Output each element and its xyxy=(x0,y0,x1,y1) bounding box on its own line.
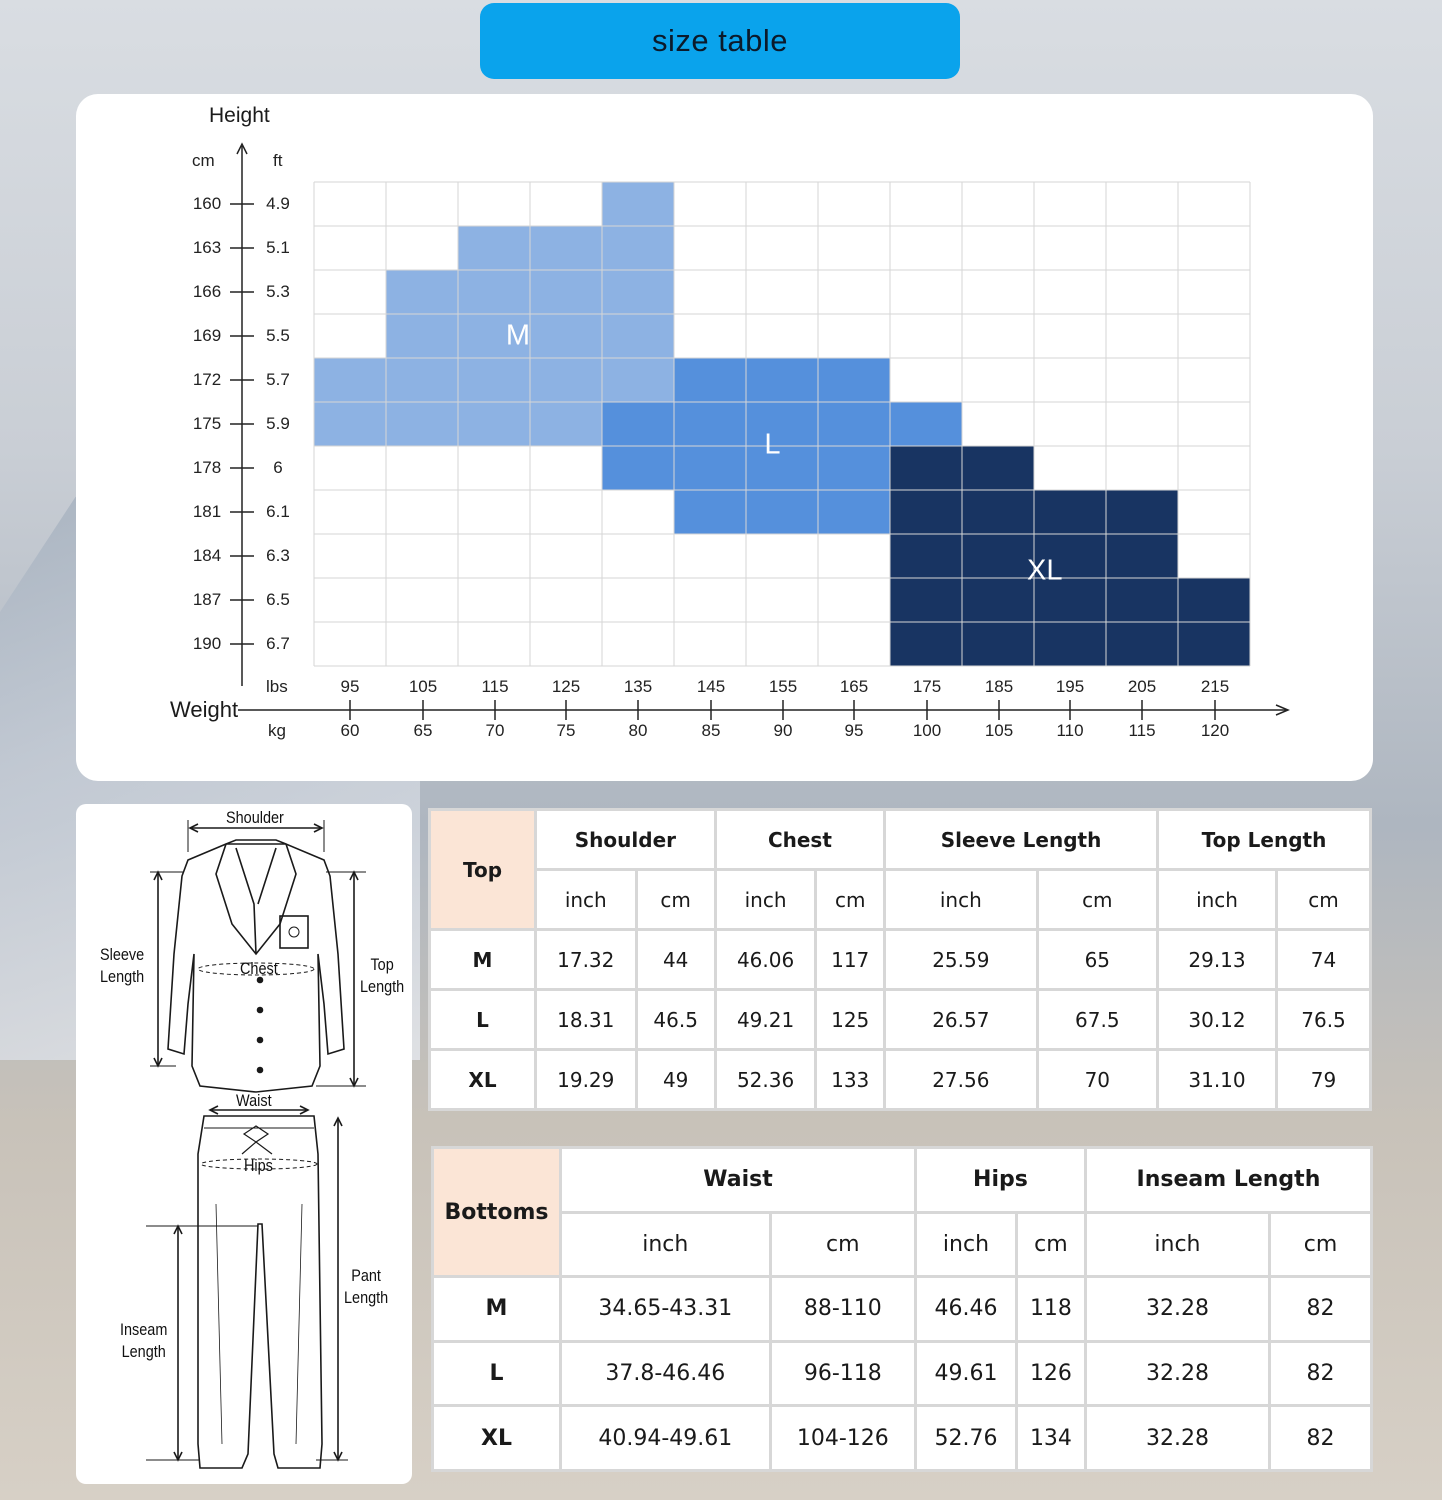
row-size-label: M xyxy=(430,930,536,990)
size-m-cell xyxy=(530,358,602,402)
size-m-cell xyxy=(386,314,458,358)
size-m-cell xyxy=(530,402,602,446)
table-cell: 44 xyxy=(636,930,715,990)
height-ft-tick-label: 6 xyxy=(273,458,283,477)
size-l-cell xyxy=(602,446,674,490)
row-size-label: XL xyxy=(430,1050,536,1110)
height-cm-tick-label: 172 xyxy=(192,370,222,389)
table-cell: 52.36 xyxy=(715,1050,816,1110)
sleeve-length-label: Sleeve Length xyxy=(100,945,145,986)
bottoms-unit-cell: inch xyxy=(1085,1212,1269,1277)
weight-kg-tick-label: 115 xyxy=(1128,721,1156,740)
top-unit-cell: cm xyxy=(1037,870,1157,930)
height-ft-tick-label: 5.1 xyxy=(266,238,290,257)
weight-kg-tick-label: 100 xyxy=(912,721,942,740)
size-m-cell xyxy=(458,402,530,446)
size-m-cell xyxy=(386,402,458,446)
table-cell: 46.46 xyxy=(915,1277,1016,1342)
table-cell: 32.28 xyxy=(1085,1341,1269,1406)
top-size-table xyxy=(428,808,1372,1111)
row-size-label: L xyxy=(430,990,536,1050)
table-cell: 49.21 xyxy=(715,990,816,1050)
top-unit-cell: inch xyxy=(885,870,1038,930)
table-row xyxy=(430,930,1371,990)
size-xl-cell xyxy=(1106,534,1178,578)
weight-unit-lbs: lbs xyxy=(266,677,288,696)
height-ft-tick-label: 6.1 xyxy=(266,502,290,521)
table-row xyxy=(433,1277,1372,1342)
weight-lbs-tick-label: 115 xyxy=(481,677,509,696)
pant-length-label: Pant Length xyxy=(344,1266,389,1307)
weight-lbs-tick-label: 145 xyxy=(696,677,726,696)
weight-lbs-tick-label: 215 xyxy=(1200,677,1230,696)
bottoms-unit-cell: inch xyxy=(915,1212,1016,1277)
size-m-cell xyxy=(530,226,602,270)
size-l-cell xyxy=(746,358,818,402)
table-cell: 27.56 xyxy=(885,1050,1038,1110)
table-cell: 30.12 xyxy=(1157,990,1276,1050)
chest-label: Chest xyxy=(240,959,278,978)
size-xl-cell xyxy=(890,490,962,534)
top-unit-cell: inch xyxy=(536,870,637,930)
table-cell: 82 xyxy=(1270,1341,1372,1406)
table-cell: 104-126 xyxy=(770,1406,915,1471)
bottoms-size-table xyxy=(431,1146,1373,1472)
table-cell: 125 xyxy=(816,990,885,1050)
height-ft-tick-label: 6.7 xyxy=(266,634,290,653)
bottoms-header-waist: Waist xyxy=(561,1148,916,1213)
bottoms-unit-cell: cm xyxy=(770,1212,915,1277)
table-cell: 25.59 xyxy=(885,930,1038,990)
table-cell: 88-110 xyxy=(770,1277,915,1342)
hips-label: Hips xyxy=(244,1156,273,1175)
table-cell: 67.5 xyxy=(1037,990,1157,1050)
height-cm-tick-label: 160 xyxy=(192,194,222,213)
table-cell: 18.31 xyxy=(536,990,637,1050)
size-xl-cell xyxy=(1178,622,1250,666)
size-m-cell xyxy=(530,270,602,314)
size-xl-cell xyxy=(890,534,962,578)
inseam-length-label: Inseam Length xyxy=(120,1320,168,1361)
weight-lbs-tick-label: 135 xyxy=(623,677,653,696)
top-header-shoulder: Shoulder xyxy=(536,810,716,870)
height-cm-tick-label: 181 xyxy=(192,502,222,521)
weight-kg-tick-label: 110 xyxy=(1056,721,1084,740)
size-l-cell xyxy=(674,490,746,534)
table-cell: 32.28 xyxy=(1085,1406,1269,1471)
weight-kg-tick-label: 105 xyxy=(984,721,1014,740)
table-cell: 46.5 xyxy=(636,990,715,1050)
table-cell: 17.32 xyxy=(536,930,637,990)
pajama-illustration xyxy=(76,804,412,1484)
size-m-cell xyxy=(458,226,530,270)
table-cell: 40.94-49.61 xyxy=(561,1406,771,1471)
top-unit-cell: cm xyxy=(1277,870,1371,930)
waist-label: Waist xyxy=(236,1091,272,1110)
weight-lbs-tick-label: 125 xyxy=(551,677,581,696)
size-m-cell xyxy=(386,358,458,402)
table-cell: 126 xyxy=(1017,1341,1086,1406)
weight-lbs-tick-label: 95 xyxy=(340,677,360,696)
table-cell: 118 xyxy=(1017,1277,1086,1342)
size-m-cell xyxy=(530,314,602,358)
size-l-cell xyxy=(746,490,818,534)
size-xl-cell xyxy=(890,578,962,622)
table-cell: 26.57 xyxy=(885,990,1038,1050)
size-m-cell xyxy=(458,270,530,314)
size-m-cell xyxy=(314,358,386,402)
height-ft-tick-label: 5.5 xyxy=(266,326,290,345)
table-cell: 96-118 xyxy=(770,1341,915,1406)
table-cell: 134 xyxy=(1017,1406,1086,1471)
height-cm-tick-label: 184 xyxy=(192,546,222,565)
table-cell: 29.13 xyxy=(1157,930,1276,990)
weight-kg-tick-label: 80 xyxy=(628,721,648,740)
row-size-label: M xyxy=(433,1277,561,1342)
table-cell: 79 xyxy=(1277,1050,1371,1110)
weight-lbs-tick-label: 195 xyxy=(1055,677,1085,696)
row-size-label: XL xyxy=(433,1406,561,1471)
size-l-cell xyxy=(818,402,890,446)
table-cell: 65 xyxy=(1037,930,1157,990)
size-xl-cell xyxy=(962,534,1034,578)
weight-lbs-tick-label: 105 xyxy=(408,677,438,696)
size-xl-cell xyxy=(1106,490,1178,534)
table-row xyxy=(433,1406,1372,1471)
measurement-diagram xyxy=(76,804,412,1484)
size-xl-cell xyxy=(890,446,962,490)
weight-lbs-tick-label: 205 xyxy=(1127,677,1157,696)
size-l-cell xyxy=(818,490,890,534)
table-cell: 31.10 xyxy=(1157,1050,1276,1110)
weight-unit-kg: kg xyxy=(268,721,286,740)
bottoms-header-inseam-length: Inseam Length xyxy=(1085,1148,1371,1213)
weight-kg-tick-label: 65 xyxy=(413,721,433,740)
size-m-cell xyxy=(458,358,530,402)
shirt-pocket xyxy=(280,916,308,948)
weight-lbs-tick-label: 155 xyxy=(768,677,798,696)
height-unit-ft: ft xyxy=(273,151,283,170)
table-row xyxy=(433,1341,1372,1406)
size-label-m: M xyxy=(505,319,531,352)
size-m-cell xyxy=(602,226,674,270)
height-cm-tick-label: 175 xyxy=(192,414,222,433)
top-unit-cell: cm xyxy=(816,870,885,930)
height-ft-tick-label: 5.7 xyxy=(266,370,290,389)
size-m-cell xyxy=(386,270,458,314)
table-cell: 19.29 xyxy=(536,1050,637,1110)
size-xl-cell xyxy=(1106,622,1178,666)
height-ft-tick-label: 6.3 xyxy=(266,546,290,565)
bottoms-table-corner: Bottoms xyxy=(433,1148,561,1277)
height-cm-tick-label: 187 xyxy=(192,590,222,609)
top-header-chest: Chest xyxy=(715,810,884,870)
weight-lbs-tick-label: 175 xyxy=(912,677,942,696)
size-l-cell xyxy=(674,402,746,446)
weight-kg-tick-label: 85 xyxy=(701,721,721,740)
top-header-top-length: Top Length xyxy=(1157,810,1370,870)
size-xl-cell xyxy=(1034,490,1106,534)
size-m-cell xyxy=(602,358,674,402)
top-table-corner: Top xyxy=(430,810,536,930)
table-cell: 32.28 xyxy=(1085,1277,1269,1342)
size-xl-cell xyxy=(1034,622,1106,666)
weight-kg-tick-label: 70 xyxy=(485,721,505,740)
size-l-cell xyxy=(890,402,962,446)
size-xl-cell xyxy=(962,446,1034,490)
weight-kg-tick-label: 95 xyxy=(844,721,864,740)
size-l-cell xyxy=(602,402,674,446)
height-cm-tick-label: 166 xyxy=(192,282,222,301)
size-m-cell xyxy=(602,314,674,358)
height-ft-tick-label: 6.5 xyxy=(266,590,290,609)
bottoms-header-hips: Hips xyxy=(915,1148,1085,1213)
weight-kg-tick-label: 75 xyxy=(556,721,576,740)
top-header-sleeve-length: Sleeve Length xyxy=(885,810,1158,870)
page-title: size table xyxy=(480,3,960,79)
height-ft-tick-label: 5.3 xyxy=(266,282,290,301)
table-cell: 74 xyxy=(1277,930,1371,990)
size-xl-cell xyxy=(962,622,1034,666)
shoulder-label: Shoulder xyxy=(226,808,284,827)
bottoms-unit-cell: inch xyxy=(561,1212,771,1277)
size-xl-cell xyxy=(890,622,962,666)
bottoms-unit-cell: cm xyxy=(1017,1212,1086,1277)
table-cell: 34.65-43.31 xyxy=(561,1277,771,1342)
table-cell: 37.8-46.46 xyxy=(561,1341,771,1406)
size-l-cell xyxy=(674,446,746,490)
size-m-cell xyxy=(314,402,386,446)
height-axis-title: Height xyxy=(209,104,270,127)
height-ft-tick-label: 5.9 xyxy=(266,414,290,433)
size-xl-cell xyxy=(962,578,1034,622)
height-cm-tick-label: 169 xyxy=(192,326,222,345)
table-cell: 117 xyxy=(816,930,885,990)
top-unit-cell: cm xyxy=(636,870,715,930)
height-unit-cm: cm xyxy=(192,151,215,170)
weight-kg-tick-label: 120 xyxy=(1200,721,1230,740)
table-cell: 49.61 xyxy=(915,1341,1016,1406)
size-l-cell xyxy=(674,358,746,402)
weight-lbs-tick-label: 185 xyxy=(984,677,1014,696)
table-cell: 82 xyxy=(1270,1277,1372,1342)
height-cm-tick-label: 190 xyxy=(192,634,222,653)
weight-kg-tick-label: 90 xyxy=(773,721,793,740)
top-unit-cell: inch xyxy=(715,870,816,930)
table-cell: 70 xyxy=(1037,1050,1157,1110)
table-cell: 133 xyxy=(816,1050,885,1110)
size-label-l: L xyxy=(764,428,781,461)
size-m-cell xyxy=(602,270,674,314)
height-cm-tick-label: 178 xyxy=(192,458,222,477)
table-cell: 52.76 xyxy=(915,1406,1016,1471)
size-l-cell xyxy=(818,446,890,490)
top-unit-cell: inch xyxy=(1157,870,1276,930)
height-ft-tick-label: 4.9 xyxy=(266,194,290,213)
table-cell: 49 xyxy=(636,1050,715,1110)
size-l-cell xyxy=(746,402,818,446)
size-l-cell xyxy=(746,446,818,490)
weight-kg-tick-label: 60 xyxy=(340,721,360,740)
table-cell: 76.5 xyxy=(1277,990,1371,1050)
size-m-cell xyxy=(602,182,674,226)
table-cell: 82 xyxy=(1270,1406,1372,1471)
size-xl-cell xyxy=(962,490,1034,534)
size-label-xl: XL xyxy=(1027,554,1063,587)
bottoms-unit-cell: cm xyxy=(1270,1212,1372,1277)
weight-lbs-tick-label: 165 xyxy=(839,677,869,696)
size-xl-cell xyxy=(1106,578,1178,622)
table-cell: 46.06 xyxy=(715,930,816,990)
row-size-label: L xyxy=(433,1341,561,1406)
size-xl-cell xyxy=(1178,578,1250,622)
height-cm-tick-label: 163 xyxy=(192,238,222,257)
size-l-cell xyxy=(818,358,890,402)
height-weight-chart xyxy=(76,94,1373,781)
top-length-label: Top Length xyxy=(360,955,405,996)
table-row xyxy=(430,990,1371,1050)
weight-axis-title: Weight xyxy=(170,697,239,722)
table-row xyxy=(430,1050,1371,1110)
